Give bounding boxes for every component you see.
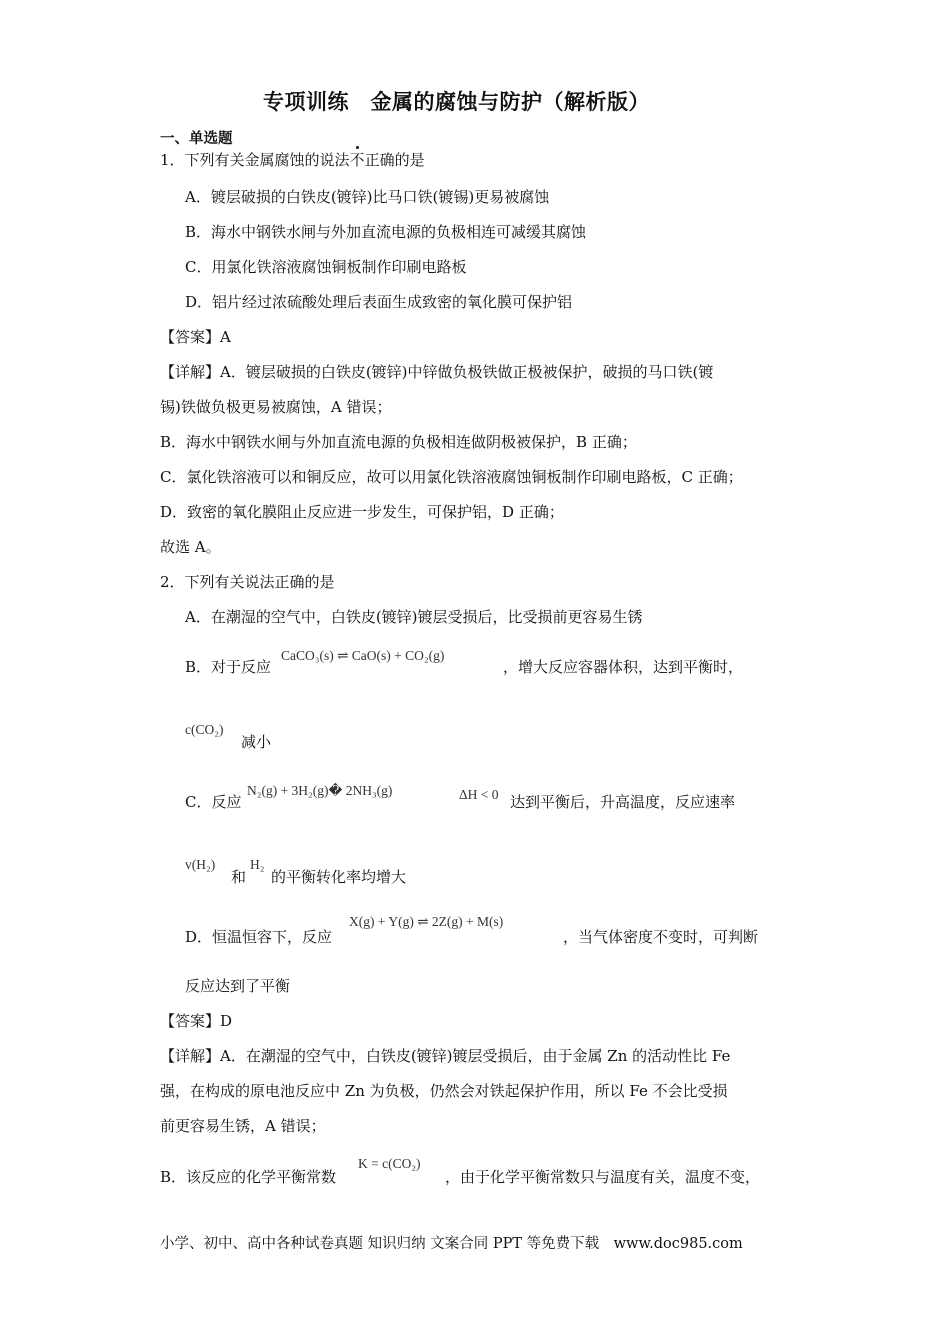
q1-explanation-line: B．海水中钢铁水闸与外加直流电源的负极相连做阴极被保护，B 正确； [160,433,637,451]
q2-explanation-line: 强，在构成的原电池反应中 Zn 为负极，仍然会对铁起保护作用，所以 Fe 不会比受损 [160,1082,728,1100]
q2-option-c-h2: H₂ [250,857,265,872]
q2-option-d-suffix: ，当气体密度不变时，可判断 [563,928,759,946]
q1-explanation-line: 锡)铁做负极更易被腐蚀，A 错误； [160,398,392,416]
q2-option-c-end: 的平衡转化率均增大 [271,868,407,886]
q1-option-d: D．铝片经过浓硫酸处理后表面生成致密的氧化膜可保护铝 [185,293,573,311]
q1-explanation-line: D．致密的氧化膜阻止反应进一步发生，可保护铝，D 正确； [160,503,564,521]
q1-explanation-line: 【详解】A．镀层破损的白铁皮(镀锌)中锌做负极铁做正极被保护，破损的马口铁(镀 [160,363,714,381]
q2-explanation-suffix: ，由于化学平衡常数只与温度有关，温度不变， [445,1168,761,1186]
q2-explanation-prefix: B．该反应的化学平衡常数 [160,1168,337,1186]
section-heading: 一、单选题 [160,131,233,147]
q1-stem [160,150,425,170]
q1-option-a: A．镀层破损的白铁皮(镀锌)比马口铁(镀锡)更易被腐蚀 [185,188,550,206]
q2-explanation-equation: K = c(CO₂) [358,1156,421,1171]
q2-option-b-suffix: ，增大反应容器体积，达到平衡时， [503,658,744,676]
q1-explanation-line: C．氯化铁溶液可以和铜反应，故可以用氯化铁溶液腐蚀铜板制作印刷电路板，C 正确； [160,468,743,486]
q2-option-b-end: 减小 [241,733,272,751]
q1-stem-post: 正确的是 [364,151,425,169]
q2-option-c-and: 和 [231,868,247,886]
page-footer: 小学、初中、高中各种试卷真题 知识归纳 文案合同 PPT 等免费下载 www.doc985.com [160,1236,743,1252]
q1-stem-dot-char: 不 [349,151,365,169]
q2-option-c-equation: N₂(g) + 3H₂(g)� 2NH₃(g) [247,783,393,798]
q1-answer: 【答案】A [160,328,231,346]
q2-option-c-suffix: 达到平衡后，升高温度，反应速率 [510,793,736,811]
q2-option-a: A．在潮湿的空气中，白铁皮(镀锌)镀层受损后，比受损前更容易生锈 [185,608,643,626]
q1-stem-pre: 1．下列有关金属腐蚀的说法 [160,151,350,169]
q2-option-c-enthalpy: ΔH < 0 [459,787,499,802]
q1-option-c: C．用氯化铁溶液腐蚀铜板制作印刷电路板 [185,258,467,276]
q2-explanation-line: 前更容易生锈，A 错误； [160,1117,326,1135]
q2-option-d-prefix: D．恒温恒容下，反应 [185,928,333,946]
q2-option-b-prefix: B．对于反应 [185,658,272,676]
q2-option-d-end: 反应达到了平衡 [185,977,291,995]
q2-explanation-line: 【详解】A．在潮湿的空气中，白铁皮(镀锌)镀层受损后，由于金属 Zn 的活动性比 Fe [160,1047,731,1065]
q2-option-c-rate: v(H₂) [185,857,216,872]
q2-option-b-equation: CaCO₃(s) ⇌ CaO(s) + CO₂(g) [281,648,445,663]
q2-stem: 2．下列有关说法正确的是 [160,573,335,591]
q1-explanation-line: 故选 A。 [160,538,221,556]
emphasis-dot [356,146,359,149]
q2-option-d-equation: X(g) + Y(g) ⇌ 2Z(g) + M(s) [349,914,504,929]
page-title: 专项训练 金属的腐蚀与防护（解析版） [263,90,650,114]
q2-answer: 【答案】D [160,1012,233,1030]
q2-option-b-concentration: c(CO₂) [185,722,224,737]
q2-option-c-prefix: C．反应 [185,793,242,811]
q1-stem-emphasis [350,151,365,169]
q1-option-b: B．海水中钢铁水闸与外加直流电源的负极相连可减缓其腐蚀 [185,223,587,241]
